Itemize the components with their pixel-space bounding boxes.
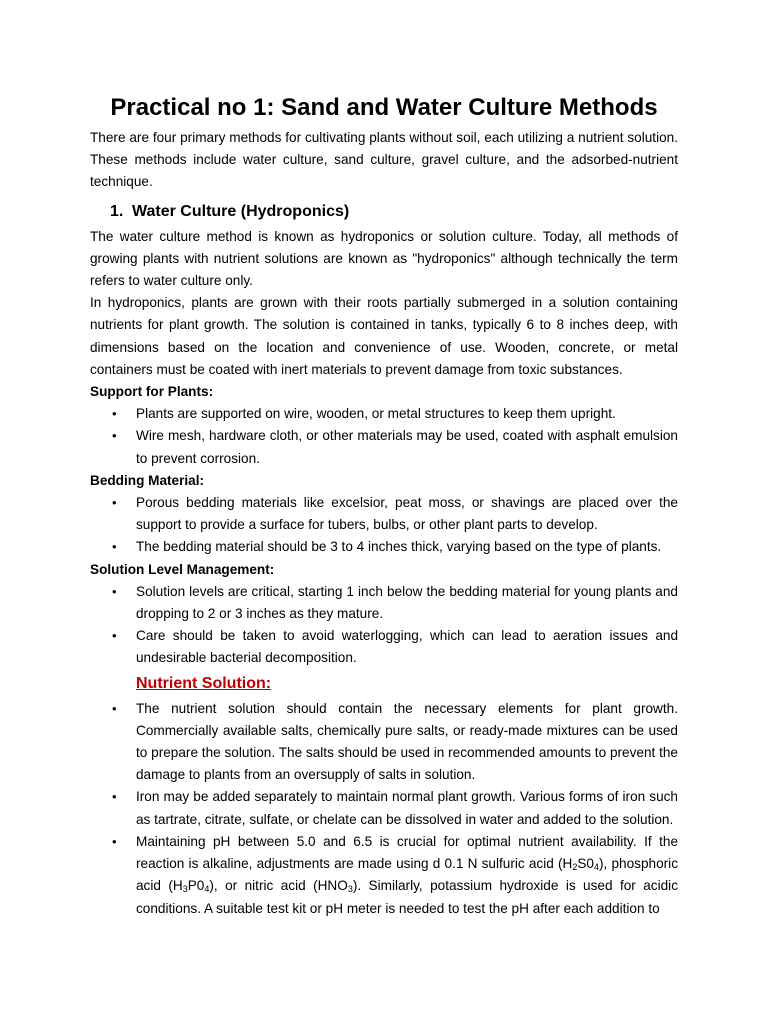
bullet-icon: • — [112, 495, 117, 511]
bullet-icon: • — [112, 628, 117, 644]
ph-text-5: ), or nitric acid (HNO — [209, 878, 348, 894]
list-item — [90, 786, 678, 830]
list-item-text: Wire mesh, hardware cloth, or other materials may be used, coated with asphalt emulsion to prevent corrosion. — [136, 428, 678, 466]
list-item-text: Care should be taken to avoid waterlogging, which can lead to aeration issues and undesirable bacterial decomposition. — [136, 628, 678, 666]
list-item — [90, 425, 678, 469]
support-list — [90, 403, 678, 470]
list-item-text: Solution levels are critical, starting 1 inch below the bedding material for young plants and dropping to 2 or 3 inches as they mature. — [136, 583, 678, 622]
list-item-text: The nutrient solution should contain the necessary elements for plant growth. Commercially available salts, chemically pure salts, or ready-made mixtures can be used to prepare the solution. The salts should be used in recommended amounts to prevent the damage to plants from an oversupply of salts in solution. — [136, 700, 678, 783]
list-item-ph — [90, 831, 678, 920]
bullet-icon: • — [112, 428, 117, 444]
list-item — [90, 698, 678, 787]
subscript: 4 — [204, 884, 210, 895]
nutrient-solution-heading: Nutrient Solution: — [136, 674, 272, 692]
bedding-list — [90, 492, 678, 559]
nutrient-list — [90, 698, 678, 920]
subscript: 4 — [593, 862, 599, 873]
list-item-text: Porous bedding materials like excelsior, peat moss, or shavings are placed over the support to provide a surface for tubers, bulbs, or other plant parts to develop. — [136, 495, 678, 533]
solution-level-label: Solution Level Management: — [90, 561, 275, 577]
document-body — [90, 127, 678, 920]
water-culture-paragraph-2: In hydroponics, plants are grown with their roots partially submerged in a solution containing nutrients for plant growth. The solution is contained in tanks, typically 6 to 8 inches deep, with dimensions based on the location and convenience of use. Wooden, concrete, or metal containers must be coated with inert materials to prevent damage from toxic substances. — [90, 295, 678, 377]
list-item-text: Plants are supported on wire, wooden, or metal structures to keep them upright. — [136, 406, 616, 422]
ph-text-2: S0 — [577, 856, 594, 872]
bullet-icon: • — [112, 789, 117, 805]
bullet-icon: • — [112, 406, 117, 422]
intro-paragraph: There are four primary methods for cultivating plants without soil, each utilizing a nutrient solution. These methods include water culture, sand culture, gravel culture, and the adsorbed-nutrient technique. — [90, 130, 678, 190]
subscript: 3 — [347, 884, 353, 895]
list-item-text — [136, 834, 678, 916]
list-item — [90, 536, 678, 558]
ph-text-6: ). Similarly, potassium hydroxide is used for acidic conditions. A suitable test kit or pH meter is needed to test the pH after each addition to — [136, 878, 678, 916]
bedding-label: Bedding Material: — [90, 472, 205, 488]
support-label: Support for Plants: — [90, 384, 214, 400]
subscript: 2 — [572, 862, 578, 873]
section-number: 1. — [110, 202, 124, 220]
list-item — [90, 403, 678, 425]
bullet-icon: • — [112, 539, 117, 555]
list-item-text: Iron may be added separately to maintain normal plant growth. Various forms of iron such as tartrate, citrate, sulfate, or chelate can be dissolved in water and added to the solution. — [136, 789, 678, 827]
list-item — [90, 581, 678, 625]
subscript: 3 — [182, 884, 188, 895]
ph-text-1: Maintaining pH between 5.0 and 6.5 is crucial for optimal nutrient availability. If the reaction is alkaline, adjustments are made using d 0.1 N sulfuric acid (H — [136, 833, 678, 872]
solution-level-list — [90, 581, 678, 670]
list-item — [90, 625, 678, 669]
section-heading-text: Water Culture (Hydroponics) — [132, 202, 350, 220]
list-item — [90, 492, 678, 536]
page-title: Practical no 1: Sand and Water Culture Methods — [110, 94, 658, 121]
bullet-icon: • — [112, 583, 117, 599]
list-item-text: The bedding material should be 3 to 4 inches thick, varying based on the type of plants. — [136, 539, 662, 555]
bullet-icon: • — [112, 700, 117, 716]
water-culture-paragraph-1: The water culture method is known as hydroponics or solution culture. Today, all methods of growing plants with nutrient solutions are known as "hydroponics" although technically the term refers to water culture only. — [90, 228, 678, 289]
ph-text-4: P0 — [187, 878, 205, 894]
bullet-icon: • — [112, 833, 117, 849]
section-heading-water-culture — [110, 200, 678, 224]
ph-text-3: ), phosphoric acid (H — [136, 856, 678, 894]
